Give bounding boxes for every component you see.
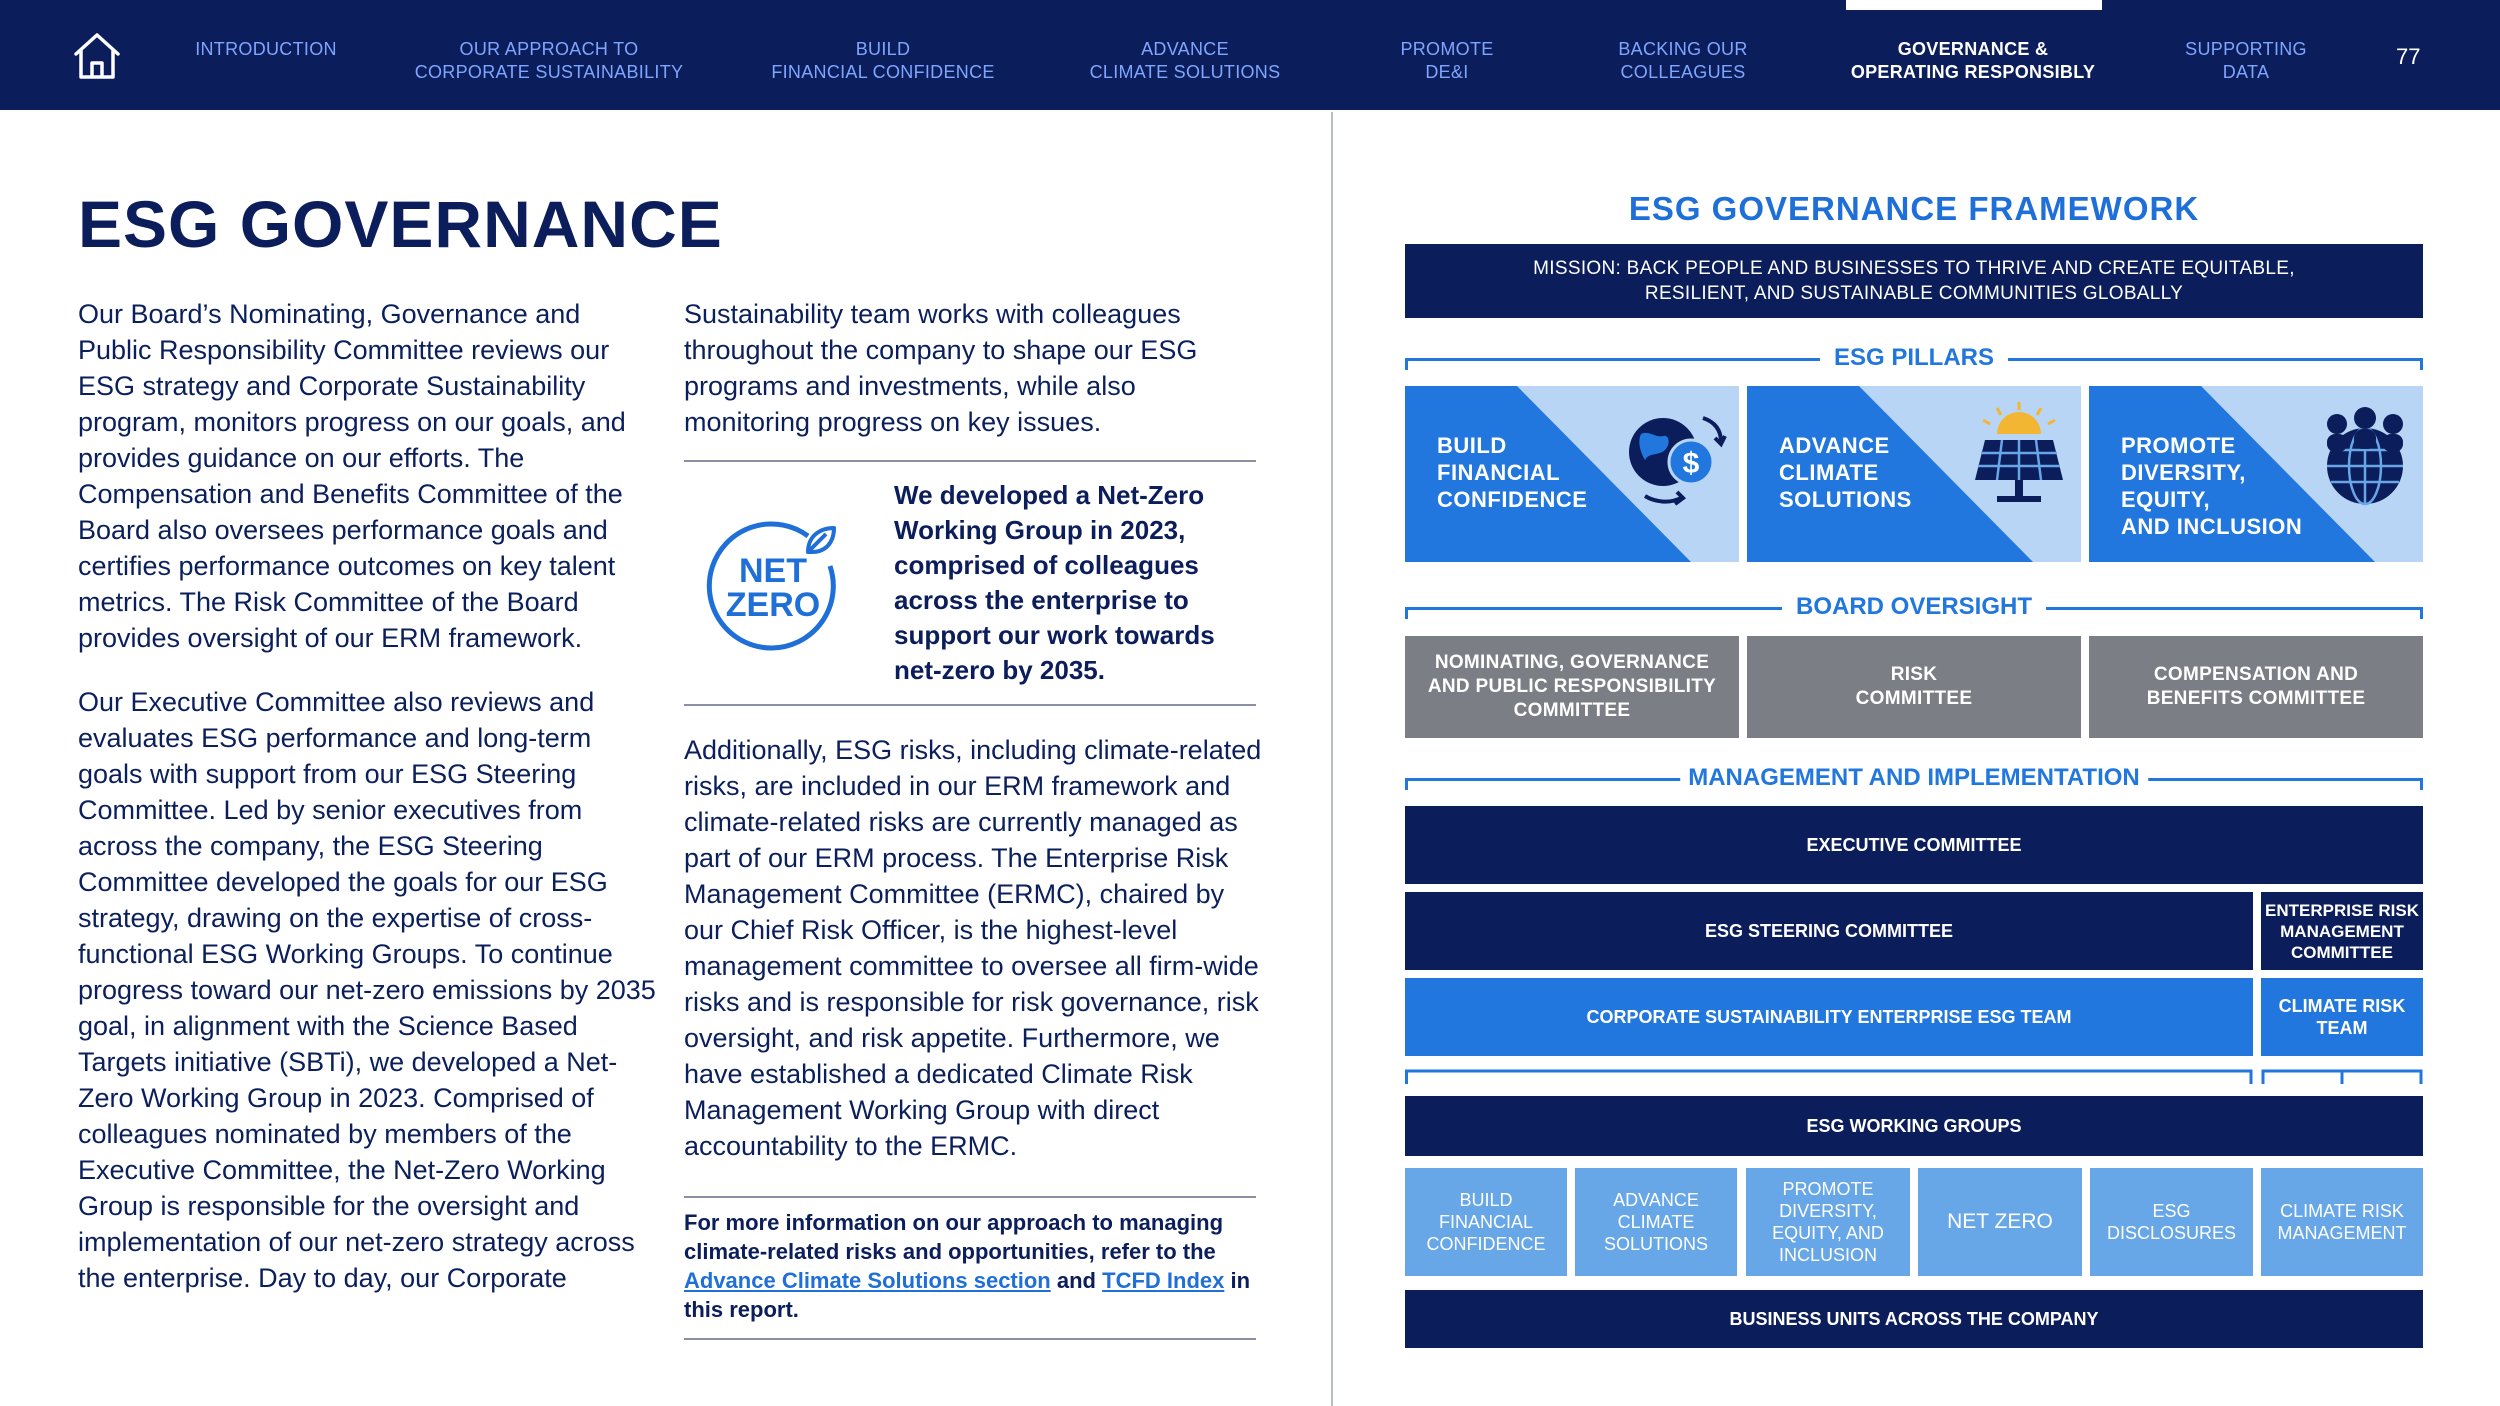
divider xyxy=(684,704,1256,706)
nav-label: PROMOTE xyxy=(1400,39,1494,59)
committee-label: ENTERPRISE RISK xyxy=(2265,900,2419,920)
board-compensation-committee xyxy=(2089,636,2423,738)
body-column-2-top xyxy=(684,296,1254,468)
nav-label: BACKING OUR xyxy=(1618,39,1748,59)
board-risk-committee xyxy=(1747,636,2081,738)
page-title: ESG GOVERNANCE xyxy=(78,187,723,261)
mission-banner xyxy=(1405,244,2423,318)
committee-label: AND PUBLIC RESPONSIBILITY xyxy=(1427,676,1717,697)
wg-net-zero: NET ZERO xyxy=(1918,1168,2082,1276)
nav-label: DE&I xyxy=(1425,62,1469,82)
body-column-2-bottom xyxy=(684,732,1264,1192)
nav-introduction[interactable] xyxy=(195,38,337,61)
solar-panel-icon xyxy=(1967,400,2071,510)
mission-text: MISSION: BACK PEOPLE AND BUSINESSES TO THRIVE AND CREATE EQUITABLE, xyxy=(1533,258,2295,279)
wg-advance-climate-solutions: ADVANCE CLIMATE SOLUTIONS xyxy=(1575,1168,1737,1276)
nav-approach[interactable] xyxy=(415,38,684,84)
committee-label: COMPENSATION AND xyxy=(2153,664,2359,685)
management-heading: MANAGEMENT AND IMPLEMENTATION xyxy=(1680,764,2148,792)
nav-label: OUR APPROACH TO xyxy=(459,39,639,59)
nav-label: ADVANCE xyxy=(1141,39,1229,59)
net-zero-text-1: NET xyxy=(739,552,807,590)
people-globe-icon xyxy=(2315,400,2415,510)
nav-label: GOVERNANCE & xyxy=(1897,39,2049,59)
nav-label: SUPPORTING xyxy=(2185,39,2307,59)
nav-supporting-data[interactable] xyxy=(2185,38,2307,84)
nav-label: INTRODUCTION xyxy=(195,39,337,59)
nav-build-financial-confidence[interactable] xyxy=(771,38,994,84)
nav-governance[interactable] xyxy=(1851,38,2095,84)
pillar-label: PROMOTE DIVERSITY, EQUITY, AND INCLUSION xyxy=(2121,433,2303,539)
committee-label: CLIMATE RISK xyxy=(2278,996,2406,1016)
home-icon xyxy=(72,32,122,80)
committee-label: BENEFITS COMMITTEE xyxy=(2146,688,2366,709)
net-zero-text-2: ZERO xyxy=(725,586,821,624)
pillar-advance-climate-solutions xyxy=(1747,386,2081,562)
committee-label: COMMITTEE xyxy=(1855,688,1973,709)
nav-label: COLLEAGUES xyxy=(1620,62,1746,82)
working-groups-bracket xyxy=(1405,1068,2423,1088)
wg-climate-risk-management: CLIMATE RISK MANAGEMENT xyxy=(2261,1168,2423,1276)
callout-text: We developed a Net-Zero Working Group in 2023, comprised of colleagues across the enterprise to support our work towards net-zero by 2035. xyxy=(894,480,1215,685)
nav-label: OPERATING RESPONSIBLY xyxy=(1850,62,2096,82)
section-tick xyxy=(2420,607,2423,619)
more-info-text: and xyxy=(1056,1268,1096,1293)
wg-esg-disclosures: ESG DISCLOSURES xyxy=(2090,1168,2253,1276)
framework-title: ESG GOVERNANCE FRAMEWORK xyxy=(1628,190,2200,227)
section-tick xyxy=(1405,607,1408,619)
enterprise-risk-management-committee xyxy=(2261,892,2423,970)
paragraph: Additionally, ESG risks, including climate-related risks, are included in our ERM framework and climate-related risks are currently managed as part of our ERM process. The Enterprise Risk Management Committee (ERMC), chaired by our Chief Risk Officer, is the highest-level management committee to oversee all firm-wide risks and is responsible for risk governance, risk oversight, and risk appetite. Furthermore, we have established a dedicated Climate Risk Management Working Group with direct accountability to the ERMC. xyxy=(684,735,1262,1161)
esg-steering-committee: ESG STEERING COMMITTEE xyxy=(1405,892,2253,970)
esg-working-groups: ESG WORKING GROUPS xyxy=(1405,1096,2423,1156)
active-tab-indicator xyxy=(1846,0,2102,10)
corporate-sustainability-team: CORPORATE SUSTAINABILITY ENTERPRISE ESG TEAM xyxy=(1405,978,2253,1056)
svg-text:$: $ xyxy=(1682,447,1700,480)
committee-label: RISK xyxy=(1890,664,1938,685)
pillar-build-financial-confidence xyxy=(1405,386,1739,562)
top-navigation xyxy=(0,0,2500,110)
nav-label: CLIMATE SOLUTIONS xyxy=(1089,62,1281,82)
climate-risk-team xyxy=(2261,978,2423,1056)
nav-label: CORPORATE SUSTAINABILITY xyxy=(414,62,684,82)
home-button[interactable] xyxy=(72,32,122,80)
board-nominating-committee xyxy=(1405,636,1739,738)
pillar-label: BUILD FINANCIAL CONFIDENCE xyxy=(1437,433,1588,512)
nav-backing-colleagues[interactable] xyxy=(1618,38,1747,84)
page-divider xyxy=(1331,112,1333,1406)
mission-text: RESILIENT, AND SUSTAINABLE COMMUNITIES GLOBALLY xyxy=(1644,283,2184,304)
committee-label: TEAM xyxy=(2316,1018,2368,1038)
more-info-note xyxy=(684,1208,1264,1324)
paragraph: Our Board’s Nominating, Governance and Public Responsibility Committee reviews our ESG strategy and Corporate Sustainability program, monitors progress on our goals, and provides guidance on our efforts. The Compensation and Benefits Committee of the Board also oversees performance goals and certifies performance outcomes on key talent metrics. The Risk Committee of the Board provides oversight of our ERM framework. xyxy=(78,299,626,653)
more-info-text: For more information on our approach to managing climate-related risks and opportunities, refer to the xyxy=(684,1210,1224,1264)
divider xyxy=(684,1338,1256,1340)
committee-label: COMMITTEE xyxy=(2290,942,2393,962)
nav-label: FINANCIAL CONFIDENCE xyxy=(771,62,995,82)
tcfd-index-link[interactable]: TCFD Index xyxy=(1102,1268,1225,1293)
nav-label: BUILD xyxy=(855,39,911,59)
advance-climate-solutions-link[interactable]: Advance Climate Solutions section xyxy=(684,1268,1051,1293)
section-tick xyxy=(1405,358,1408,370)
divider xyxy=(684,1196,1256,1198)
section-tick xyxy=(1405,778,1408,790)
committee-label: NOMINATING, GOVERNANCE xyxy=(1434,652,1710,673)
nav-promote-dei[interactable] xyxy=(1400,38,1493,84)
pillar-label: ADVANCE CLIMATE SOLUTIONS xyxy=(1779,433,1912,512)
business-units: BUSINESS UNITS ACROSS THE COMPANY xyxy=(1405,1290,2423,1348)
board-oversight-heading: BOARD OVERSIGHT xyxy=(1782,593,2046,621)
executive-committee: EXECUTIVE COMMITTEE xyxy=(1405,806,2423,884)
paragraph: Our Executive Committee also reviews and evaluates ESG performance and long-term goals with support from our ESG Steering Committee. Led by senior executives from across the company, the ESG Steering Committee developed the goals for our ESG strategy, drawing on the expertise of cross-functional ESG Working Groups. To continue progress toward our net-zero emissions by 2035 goal, in alignment with the Science Based Targets initiative (SBTi), we developed a Net-Zero Working Group in 2023. Comprised of colleagues nominated by members of the Executive Committee, the Net-Zero Working Group is responsible for the oversight and implementation of our net-zero strategy across the enterprise. Day to day, our Corporate xyxy=(78,687,656,1293)
globe-dollar-icon xyxy=(1619,400,1729,510)
net-zero-icon xyxy=(704,514,846,656)
more-info-text: in this report. xyxy=(684,1268,1251,1322)
nav-label: DATA xyxy=(2222,62,2270,82)
section-tick xyxy=(2420,778,2423,790)
committee-label: MANAGEMENT xyxy=(2280,921,2404,941)
wg-build-financial-confidence: BUILD FINANCIAL CONFIDENCE xyxy=(1405,1168,1567,1276)
section-tick xyxy=(2420,358,2423,370)
pillars-heading: ESG PILLARS xyxy=(1820,344,2008,372)
page-number: 77 xyxy=(2396,44,2421,69)
wg-promote-dei: PROMOTE DIVERSITY, EQUITY, AND INCLUSION xyxy=(1746,1168,1910,1276)
divider xyxy=(684,460,1256,462)
body-column-1 xyxy=(78,296,658,1324)
nav-advance-climate[interactable] xyxy=(1090,38,1281,84)
paragraph: Sustainability team works with colleagues throughout the company to shape our ESG programs and investments, while also monitoring progress on key issues. xyxy=(684,299,1198,437)
committee-label: COMMITTEE xyxy=(1513,700,1631,721)
pillar-promote-dei xyxy=(2089,386,2423,562)
